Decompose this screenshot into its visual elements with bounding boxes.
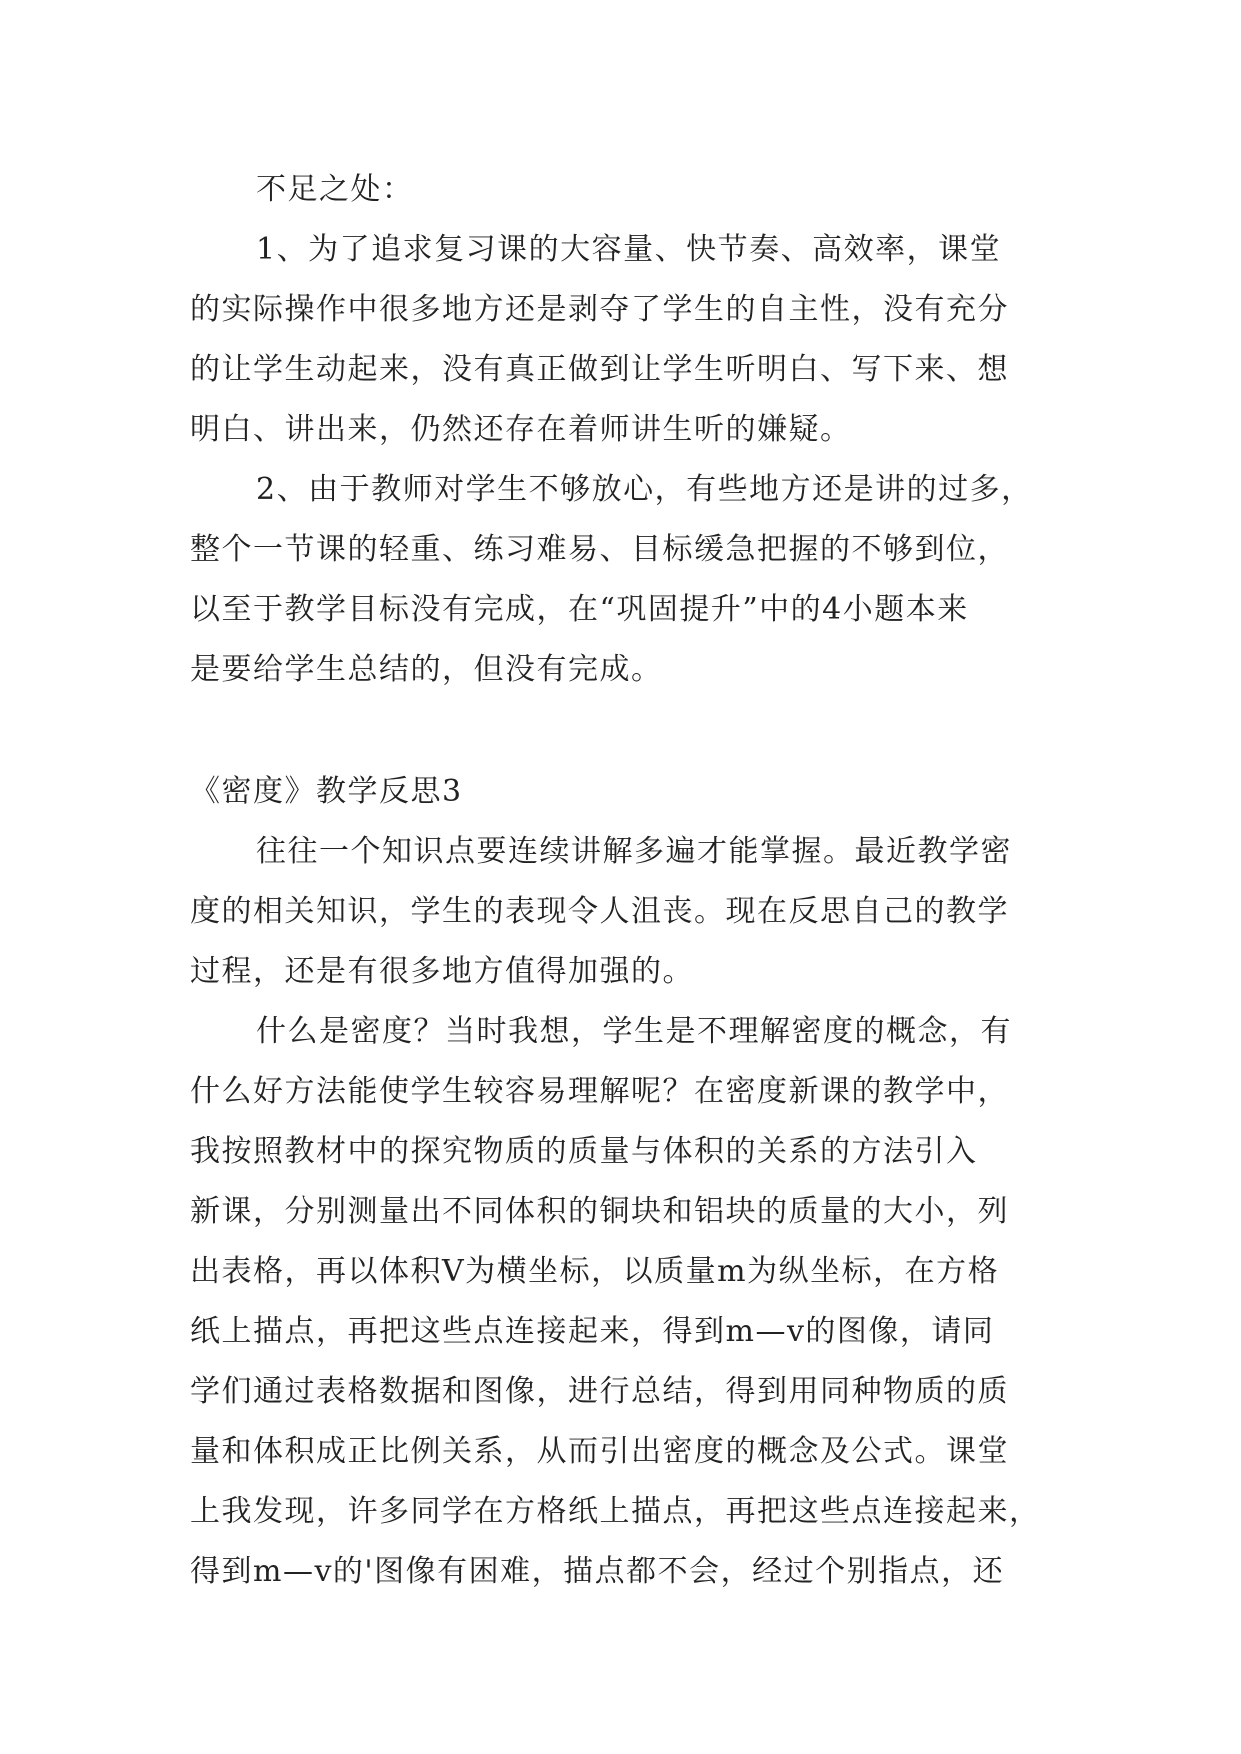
paragraph-line: 得到m—v的'图像有困难，描点都不会，经过个别指点，还 [190,1554,1005,1589]
section-title-density-reflection: 《密度》教学反思3 [190,774,463,809]
paragraph-line: 度的相关知识，学生的表现令人沮丧。现在反思自己的教学 [190,894,1009,929]
paragraph-line: 上我发现，许多同学在方格纸上描点，再把这些点连接起来， [190,1494,1041,1529]
paragraph-intro [190,822,1050,1002]
paragraph-point-2 [190,460,1050,700]
paragraph-line: 出表格，再以体积V为横坐标，以质量m为纵坐标，在方格 [190,1254,1000,1289]
paragraph-line: 过程，还是有很多地方值得加强的。 [190,954,694,989]
paragraph-line: 量和体积成正比例关系，从而引出密度的概念及公式。课堂 [190,1434,1009,1469]
paragraph-line: 的实际操作中很多地方还是剥夺了学生的自主性，没有充分 [190,292,1009,327]
paragraph-line: 整个一节课的轻重、练习难易、目标缓急把握的不够到位， [190,532,1009,567]
paragraph-line: 的让学生动起来，没有真正做到让学生听明白、写下来、想 [190,352,1009,387]
paragraph-line: 我按照教材中的探究物质的质量与体积的关系的方法引入 [190,1134,978,1169]
document-page [190,160,1050,1602]
paragraph-what-is-density [190,1002,1050,1602]
paragraph-line: 1、为了追求复习课的大容量、快节奏、高效率，课堂 [256,232,1002,267]
paragraph-line: 新课，分别测量出不同体积的铜块和铝块的质量的大小，列 [190,1194,1009,1229]
paragraph-line: 纸上描点，再把这些点连接起来，得到m—v的图像，请同 [190,1314,995,1349]
paragraph-line: 什么好方法能使学生较容易理解呢？在密度新课的教学中， [190,1074,1009,1109]
paragraph-line: 明白、讲出来，仍然还存在着师讲生听的嫌疑。 [190,412,852,447]
paragraph-point-1 [190,220,1050,460]
paragraph-line: 什么是密度？当时我想，学生是不理解密度的概念，有 [256,1014,1012,1049]
paragraph-line: 往往一个知识点要连续讲解多遍才能掌握。最近教学密 [256,834,1012,869]
paragraph-line: 学们通过表格数据和图像，进行总结，得到用同种物质的质 [190,1374,1009,1409]
paragraph-line: 以至于教学目标没有完成，在“巩固提升”中的4小题本来 [190,592,969,627]
section-spacer [190,700,1050,762]
paragraph-line: 2、由于教师对学生不够放心，有些地方还是讲的过多， [256,472,1033,507]
paragraph-line: 是要给学生总结的，但没有完成。 [190,652,663,687]
section-heading-shortcomings: 不足之处： [256,172,414,207]
